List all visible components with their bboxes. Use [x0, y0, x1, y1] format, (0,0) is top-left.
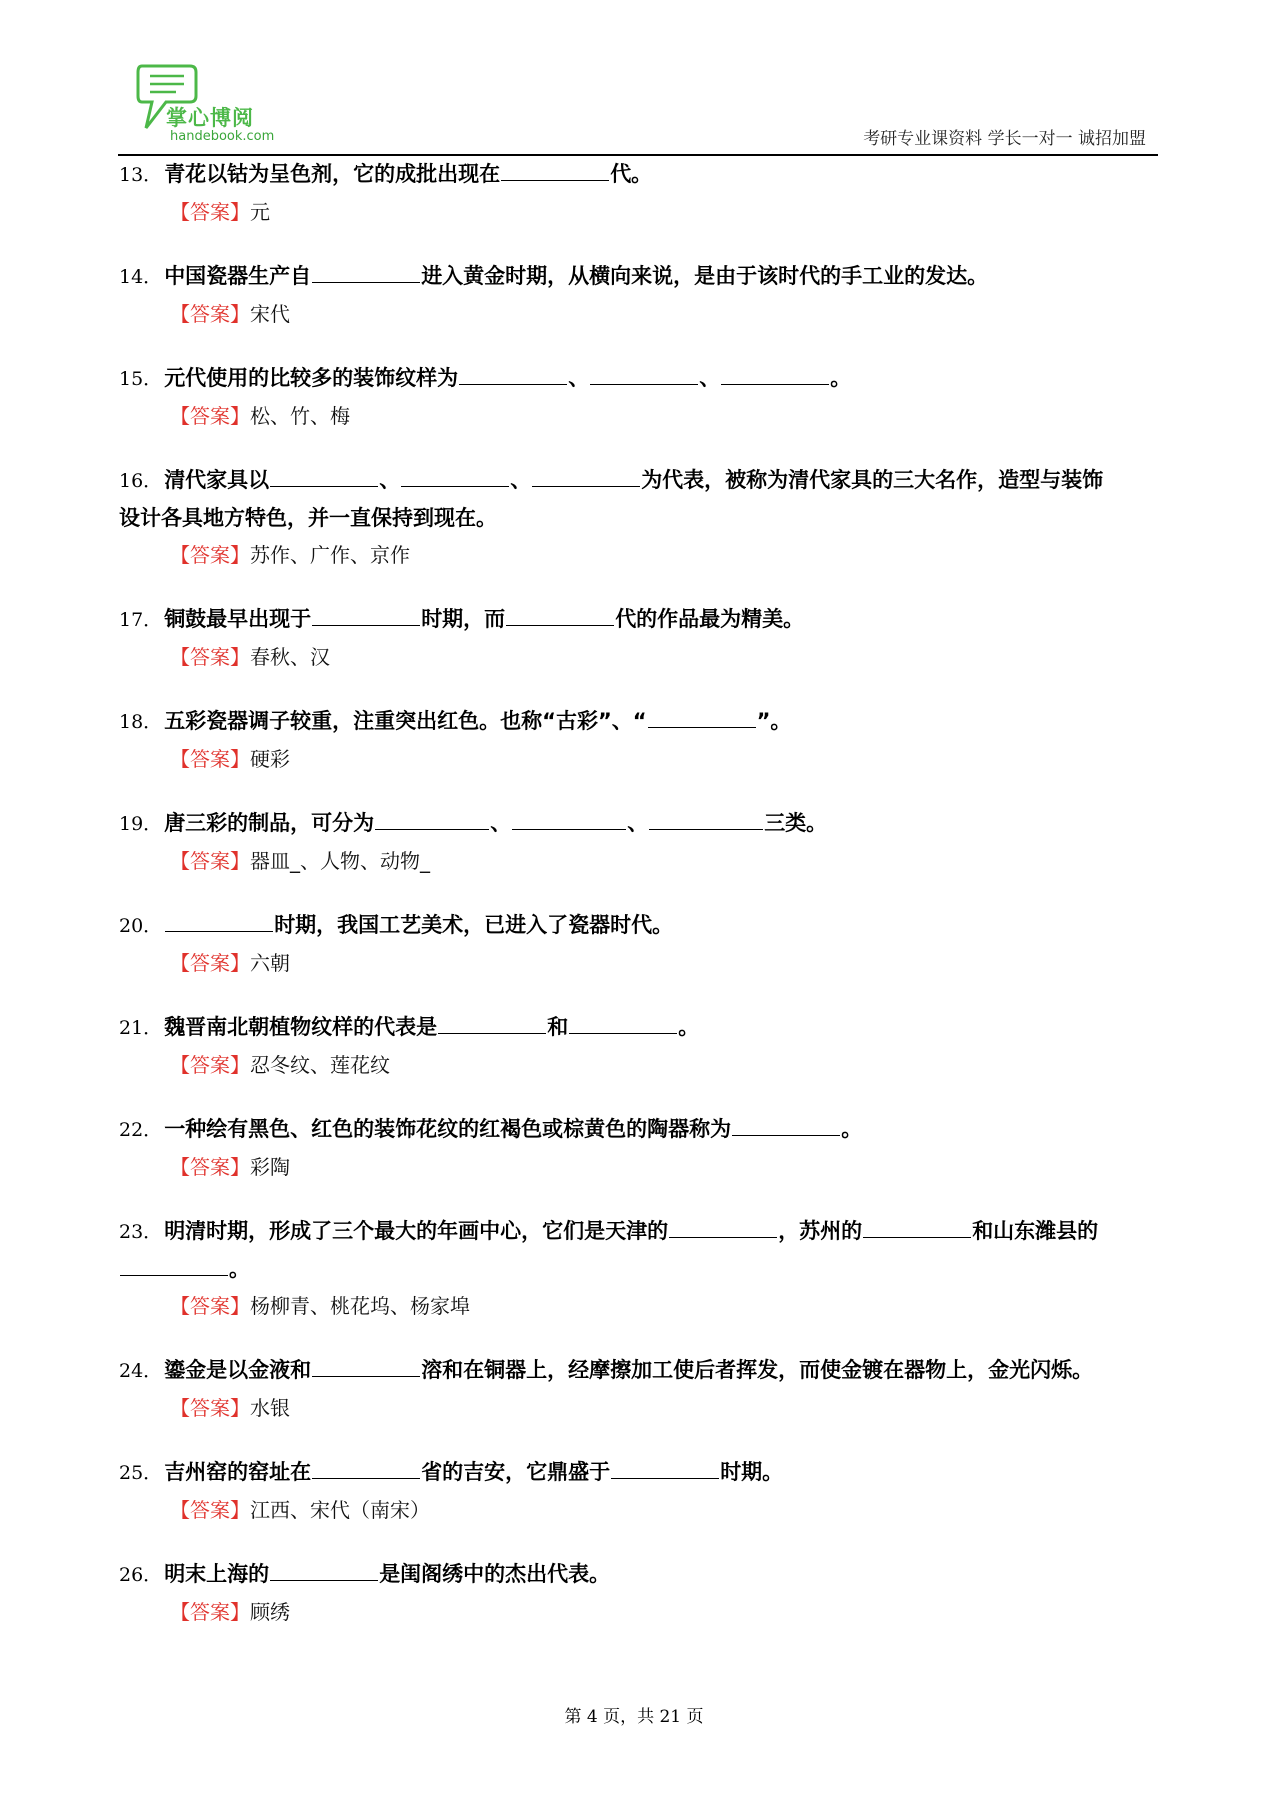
answer-line [170, 1390, 1154, 1426]
answer-label: 【答案】 [170, 1498, 250, 1522]
answer-line [170, 1047, 1154, 1083]
question-number: 17． [119, 609, 163, 631]
question-item [119, 462, 1154, 573]
answer-line [170, 194, 1154, 230]
question-segment: 、 [490, 811, 512, 835]
question-segment: 、 [699, 366, 721, 390]
fill-blank [312, 1354, 420, 1377]
question-segment: 唐三彩的制品，可分为 [164, 811, 375, 835]
question-number: 25． [119, 1462, 163, 1484]
question-segment: 元代使用的比较多的装饰纹样为 [164, 366, 459, 390]
answer-label: 【答案】 [170, 404, 250, 428]
fill-blank [512, 807, 626, 830]
question-text [119, 1009, 1154, 1047]
question-segment: 。 [678, 1015, 700, 1039]
answer-line [170, 945, 1154, 981]
question-number: 19． [119, 813, 163, 835]
fill-blank [375, 807, 489, 830]
answer-text: 元 [250, 200, 270, 224]
question-text [119, 1556, 1154, 1594]
question-item [119, 1556, 1154, 1630]
question-item [119, 258, 1154, 332]
question-segment: 一种绘有黑色、红色的装饰花纹的红褐色或棕黄色的陶器称为 [164, 1117, 732, 1141]
question-item [119, 1213, 1154, 1324]
page-footer: 第 4 页，共 21 页 [564, 1707, 704, 1727]
fill-blank [649, 807, 763, 830]
fill-blank [532, 464, 640, 487]
answer-label: 【答案】 [170, 849, 250, 873]
question-segment: 中国瓷器生产自 [164, 264, 312, 288]
fill-blank [648, 705, 756, 728]
fill-blank [312, 603, 420, 626]
fill-blank [732, 1113, 840, 1136]
question-item [119, 805, 1154, 879]
fill-blank [120, 1253, 228, 1276]
question-segment: 青花以钴为呈色剂，它的成批出现在 [164, 162, 501, 186]
question-segment: 。 [830, 366, 852, 390]
question-segment: 、 [568, 366, 590, 390]
question-text [119, 1213, 1154, 1251]
question-number: 15． [119, 368, 163, 390]
question-segment: 是闺阁绣中的杰出代表。 [379, 1562, 611, 1586]
answer-text: 春秋、汉 [250, 645, 330, 669]
fill-blank [165, 909, 273, 932]
question-item [119, 1454, 1154, 1528]
question-text [119, 1454, 1154, 1492]
question-segment: ，苏州的 [778, 1219, 863, 1243]
question-segment: 为代表，被称为清代家具的三大名作，造型与装饰 [641, 468, 1104, 492]
answer-text: 松、竹、梅 [250, 404, 350, 428]
question-text [119, 1352, 1154, 1390]
question-number: 22． [119, 1119, 163, 1141]
answer-label: 【答案】 [170, 1053, 250, 1077]
answer-line [170, 1492, 1154, 1528]
logo-url-text: handebook.com [170, 129, 275, 144]
fill-blank [270, 1558, 378, 1581]
answer-label: 【答案】 [170, 747, 250, 771]
question-text [119, 156, 1154, 194]
fill-blank [459, 362, 567, 385]
question-text [119, 601, 1154, 639]
question-segment: 、 [627, 811, 649, 835]
answer-text: 江西、宋代（南宋） [250, 1498, 430, 1522]
answer-label: 【答案】 [170, 1396, 250, 1420]
fill-blank [590, 362, 698, 385]
answer-label: 【答案】 [170, 1294, 250, 1318]
question-text [119, 805, 1154, 843]
question-segment: 省的吉安，它鼎盛于 [421, 1460, 611, 1484]
answer-label: 【答案】 [170, 302, 250, 326]
question-item [119, 601, 1154, 675]
fill-blank [270, 464, 378, 487]
question-segment: 代的作品最为精美。 [615, 607, 805, 631]
header-slogan: 考研专业课资料 学长一对一 诚招加盟 [863, 129, 1146, 149]
answer-label: 【答案】 [170, 1600, 250, 1624]
answer-line [170, 741, 1154, 777]
answer-line [170, 296, 1154, 332]
question-text [119, 462, 1154, 500]
fill-blank [401, 464, 509, 487]
question-text-continued: 设计各具地方特色，并一直保持到现在。 [119, 506, 497, 530]
answer-line [170, 537, 1154, 573]
answer-line [170, 1288, 1154, 1324]
question-segment: 和山东潍县的 [972, 1219, 1099, 1243]
fill-blank [611, 1456, 719, 1479]
question-item [119, 907, 1154, 981]
answer-text: 忍冬纹、莲花纹 [250, 1053, 390, 1077]
answer-line [170, 398, 1154, 434]
answer-text: 彩陶 [250, 1155, 290, 1179]
question-number: 18． [119, 711, 163, 733]
question-text-continued [119, 1251, 1154, 1288]
question-segment: 时期。 [720, 1460, 784, 1484]
question-text [119, 360, 1154, 398]
answer-text: 宋代 [250, 302, 290, 326]
answer-text: 苏作、广作、京作 [250, 543, 410, 567]
question-text [119, 703, 1154, 741]
answer-line [170, 843, 1154, 879]
fill-blank [506, 603, 614, 626]
fill-blank [569, 1011, 677, 1034]
question-segment: 。 [841, 1117, 863, 1141]
question-item [119, 1009, 1154, 1083]
question-segment: 、 [379, 468, 401, 492]
question-item [119, 1111, 1154, 1185]
fill-blank [721, 362, 829, 385]
question-segment: 溶和在铜器上，经摩擦加工使后者挥发，而使金镀在器物上，金光闪烁。 [421, 1358, 1094, 1382]
question-segment: 明清时期，形成了三个最大的年画中心，它们是天津的 [164, 1219, 669, 1243]
question-text [119, 1111, 1154, 1149]
answer-label: 【答案】 [170, 645, 250, 669]
question-number: 21． [119, 1017, 163, 1039]
answer-label: 【答案】 [170, 1155, 250, 1179]
page-header [118, 58, 1158, 156]
question-segment: 代。 [610, 162, 653, 186]
question-segment: 鎏金是以金液和 [164, 1358, 312, 1382]
question-segment: 。 [229, 1257, 250, 1281]
logo-brand-text: 掌心博阅 [166, 106, 254, 130]
question-number: 14． [119, 266, 163, 288]
question-number: 23． [119, 1221, 163, 1243]
answer-line [170, 1594, 1154, 1630]
question-segment: 时期，我国工艺美术，已进入了瓷器时代。 [274, 913, 674, 937]
question-segment: 魏晋南北朝植物纹样的代表是 [164, 1015, 438, 1039]
answer-text: 杨柳青、桃花坞、杨家埠 [250, 1294, 470, 1318]
answer-text: 顾绣 [250, 1600, 290, 1624]
question-number: 24． [119, 1360, 163, 1382]
question-list [119, 156, 1154, 1658]
question-segment: 五彩瓷器调子较重，注重突出红色。也称“古彩”、“ [164, 709, 647, 733]
fill-blank [669, 1215, 777, 1238]
fill-blank [312, 1456, 420, 1479]
answer-line [170, 639, 1154, 675]
question-segment: 清代家具以 [164, 468, 270, 492]
answer-text: 六朝 [250, 951, 290, 975]
fill-blank [438, 1011, 546, 1034]
answer-text: 硬彩 [250, 747, 290, 771]
question-segment: ”。 [756, 709, 792, 733]
fill-blank [863, 1215, 971, 1238]
question-segment: 铜鼓最早出现于 [164, 607, 312, 631]
question-number: 13． [119, 164, 163, 186]
fill-blank [312, 260, 420, 283]
question-text [119, 258, 1154, 296]
question-item [119, 156, 1154, 230]
answer-text: 水银 [250, 1396, 290, 1420]
question-item [119, 703, 1154, 777]
answer-label: 【答案】 [170, 543, 250, 567]
question-number: 26． [119, 1564, 163, 1586]
question-segment: 进入黄金时期，从横向来说，是由于该时代的手工业的发达。 [421, 264, 989, 288]
question-segment: 明末上海的 [164, 1562, 270, 1586]
answer-text: 器皿_、人物、动物_ [250, 849, 430, 873]
question-segment: 、 [510, 468, 532, 492]
question-item [119, 360, 1154, 434]
answer-line [170, 1149, 1154, 1185]
question-segment: 和 [547, 1015, 569, 1039]
answer-label: 【答案】 [170, 951, 250, 975]
question-item [119, 1352, 1154, 1426]
question-number: 20． [119, 915, 163, 937]
question-segment: 时期，而 [421, 607, 506, 631]
question-segment: 三类。 [764, 811, 828, 835]
fill-blank [501, 158, 609, 181]
question-text [119, 907, 1154, 945]
question-segment: 吉州窑的窑址在 [164, 1460, 312, 1484]
question-number: 16． [119, 470, 163, 492]
answer-label: 【答案】 [170, 200, 250, 224]
